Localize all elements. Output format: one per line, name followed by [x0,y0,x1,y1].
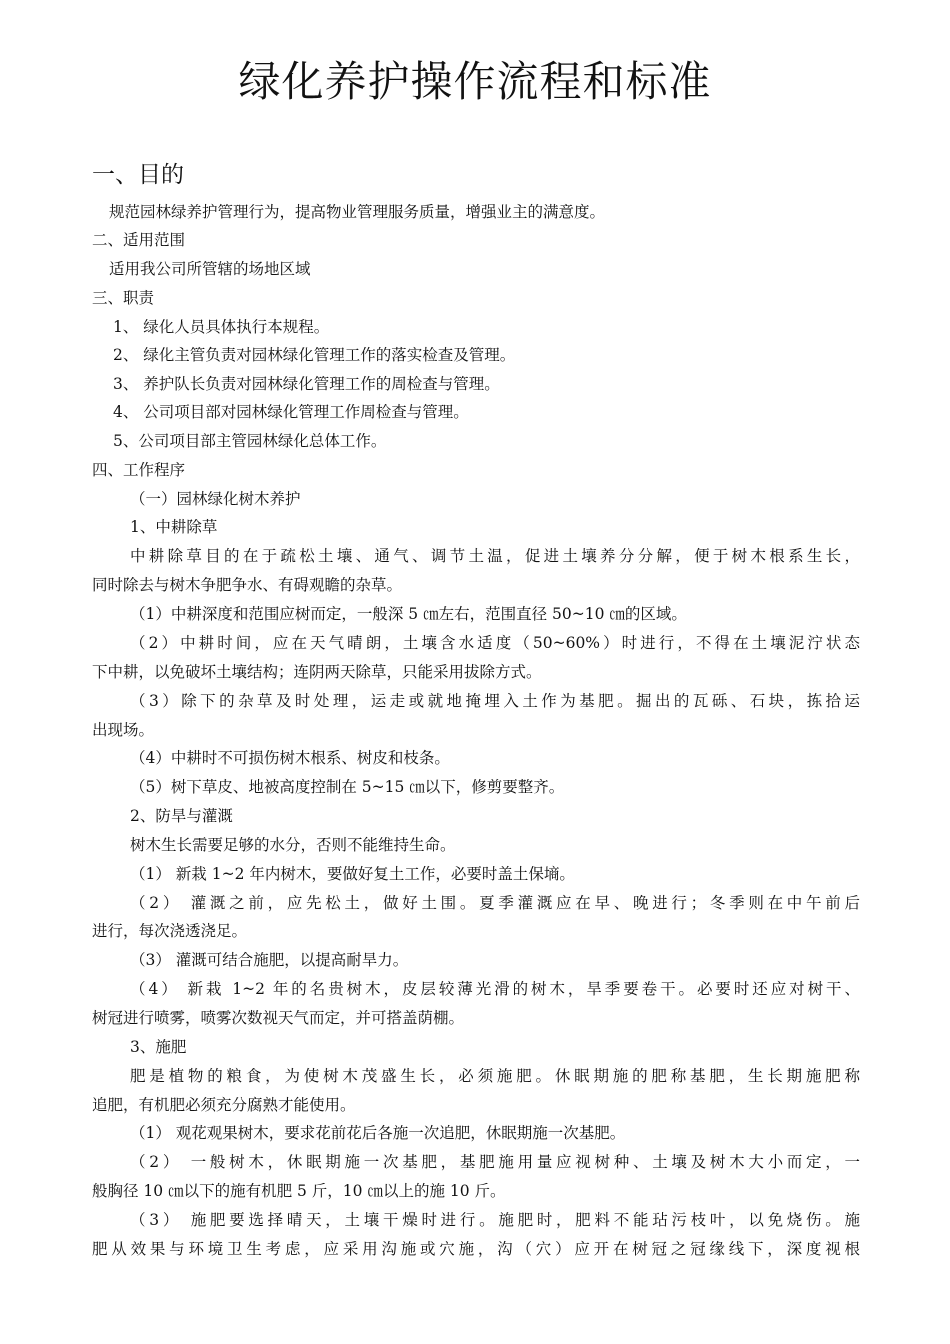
section-heading-purpose: 一、目的 [92,162,184,188]
paragraph-line: 进行，每次浇透浇足。 [92,922,248,940]
paragraph-line: 树冠进行喷雾，喷雾次数视天气而定，并可搭盖荫棚。 [92,1009,465,1027]
duty-item: 3、 养护队长负责对园林绿化管理工作的周检查与管理。 [113,375,500,393]
topic-heading-weeding: 1、中耕除草 [130,518,218,536]
paragraph-line: 中耕除草目的在于疏松土壤、通气、调节土温，促进土壤养分分解，便于树木根系生长， [130,547,860,565]
purpose-text: 规范园林绿养护管理行为，提高物业管理服务质量，增强业主的满意度。 [109,203,606,221]
section-heading-scope: 二、适用范围 [92,231,186,249]
paragraph-line: （2） 一般树木，休眠期施一次基肥，基肥施用量应视树种、土壤及树木大小而定，一 [130,1153,860,1171]
duty-item: 1、 绿化人员具体执行本规程。 [113,318,330,336]
duty-item: 2、 绿化主管负责对园林绿化管理工作的落实检查及管理。 [113,346,516,364]
paragraph-line: （3） 灌溉可结合施肥，以提高耐旱力。 [130,951,409,969]
paragraph-line: （3） 施肥要选择晴天，土壤干燥时进行。施肥时，肥料不能玷污枝叶，以免烧伤。施 [130,1211,860,1229]
paragraph-line: （1） 观花观果树木，要求花前花后各施一次追肥，休眠期施一次基肥。 [130,1124,626,1142]
paragraph-line: （2） 灌溉之前，应先松土，做好土围。夏季灌溉应在早、晚进行；冬季则在中午前后 [130,894,860,912]
paragraph-line: （4）中耕时不可损伤树木根系、树皮和枝条。 [130,749,450,767]
paragraph-line: 追肥，有机肥必须充分腐熟才能使用。 [92,1096,356,1114]
paragraph-line: 肥从效果与环境卫生考虑，应采用沟施或穴施，沟（穴）应开在树冠之冠缘线下，深度视根 [92,1240,860,1258]
paragraph-line: （1）中耕深度和范围应树而定，一般深 5 ㎝左右，范围直径 50~10 ㎝的区域。 [130,605,687,623]
topic-heading-fertilizing: 3、施肥 [130,1038,187,1056]
paragraph-line: （2）中耕时间，应在天气晴朗，土壤含水适度（50~60%）时进行，不得在土壤泥泞状态 [130,634,860,652]
paragraph-line: 树木生长需要足够的水分，否则不能维持生命。 [130,836,456,854]
paragraph-line: 同时除去与树木争肥争水、有碍观瞻的杂草。 [92,576,403,594]
paragraph-line: 肥是植物的粮食，为使树木茂盛生长，必须施肥。休眠期施的肥称基肥，生长期施肥称 [130,1067,860,1085]
document-title: 绿化养护操作流程和标准 [238,57,712,106]
paragraph-line: 般胸径 10 ㎝以下的施有机肥 5 斤，10 ㎝以上的施 10 斤。 [92,1182,506,1200]
paragraph-line: （4） 新栽 1~2 年的名贵树木，皮层较薄光滑的树木，旱季要卷干。必要时还应对树干、 [130,980,860,998]
section-heading-procedure: 四、工作程序 [92,461,186,479]
paragraph-line: 出现场。 [92,721,155,739]
duty-item: 5、公司项目部主管园林绿化总体工作。 [113,432,387,450]
subsection-heading: （一）园林绿化树木养护 [130,490,301,508]
duty-item: 4、 公司项目部对园林绿化管理工作周检查与管理。 [113,403,469,421]
scope-text: 适用我公司所管辖的场地区域 [109,260,311,278]
topic-heading-irrigation: 2、防旱与灌溉 [130,807,233,825]
paragraph-line: （1） 新栽 1~2 年内树木，要做好复土工作，必要时盖土保墒。 [130,865,575,883]
paragraph-line: （3）除下的杂草及时处理，运走或就地掩埋入土作为基肥。掘出的瓦砾、石块，拣拾运 [130,692,860,710]
paragraph-line: 下中耕，以免破坏土壤结构；连阴两天除草，只能采用拔除方式。 [92,663,542,681]
section-heading-duties: 三、职责 [92,289,155,307]
paragraph-line: （5）树下草皮、地被高度控制在 5~15 ㎝以下，修剪要整齐。 [130,778,565,796]
